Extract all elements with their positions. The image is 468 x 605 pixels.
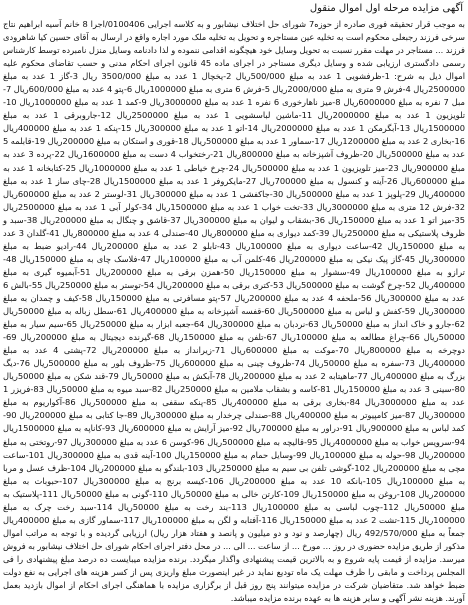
auction-notice (3, 2, 466, 604)
notice-body: به موجب قرار تحقیقه فوری صادره از حوزه7 شورای حل اختلاف نیشابور و به کلاسه اجرایی 0100406/اجرا 8 خانم آسیه ابراهیم نتاج سرخی فرزند رجبعلی محکوم است به تخلیه عین مستاجره و تحویل به تخلیه ملک مورد اجاره واقع در ارسال به آقای حسین کیا شاهرودی فرزند ... مستاجر در مهلت مقرر نسبت به تحویل وسایل خود هیچگونه اقدامی ننموده و لذا دادنامه وسایل منزل نامبرده توسط کارشناس رسمی دادگستری ارزیابی شده و وسایل دیگری مستاجر در اجرای ماده 45 قانون اجرای احکام مدنی و حسب تقاضای محکوم علیه اموال ذیل به شرح: 1-ظرفشویی 1 عدد به مبلغ 500/000ریال 2-یخچال 1 عدد به مبلغ 3500/000 ریال 3-گاز 1 عدد به مبلغ 2500000ریال 4-فرش 9 متری به مبلغ 2000/000ریال 5-فرش 6 متری به مبلغ 1000000ریال 6-پتو 4 عدد به مبلغ 600/000ریال 7-مبل 7 نفره به مبلغ 6000000ریال 8-میز ناهارخوری 6 نفره 1 عدد به مبلغ 3000000ریال 9-کمد 1 عدد به مبلغ 1000000ریال 10-تلویزیون 1 عدد به مبلغ 2000000ریال 11-ماشین لباسشویی 1 عدد به مبلغ 2500000ریال 12-جاروبرقی 1 عدد به مبلغ 1500000ریال 13-آبگرمکن 1 عدد به مبلغ 2000000ریال 14-اتو 1 عدد به مبلغ 300000ریال 15-پنکه 1 عدد به مبلغ 400000ریال 16-بخاری 2 عدد به مبلغ 1200000ریال 17-سماور 1 عدد به مبلغ 500000ریال 18-قوری و استکان به مبلغ 200000ریال 19-قابلمه 5 عدد به مبلغ 500000ریال 20-ظروف آشپزخانه به مبلغ 800000ریال 21-رختخواب 4 دست به مبلغ 1600000ریال 22-پرده 3 عدد به مبلغ 900000ریال 23-میز تلویزیون 1 عدد به مبلغ 500000ریال 24-چرخ خیاطی 1 عدد به مبلغ 1000000ریال 25-کتابخانه 1 عدد به مبلغ 600000ریال 26-آینه و کنسول به مبلغ 700000ریال 27-مایکروفر 1 عدد به مبلغ 1500000ریال 28-چای ساز 1 عدد به مبلغ 400000ریال 29-پلوپز 1 عدد به مبلغ 500000ریال 30-جاکفشی 1 عدد به مبلغ 300000ریال 31-لوستر 2 عدد به مبلغ 600000ریال 32-فرش 12 متری به مبلغ 3000000ریال 33-تخت خواب 1 عدد به مبلغ 1500000ریال 34-کولر آبی 1 عدد به مبلغ 2500000ریال 35-میز اتو 1 عدد به مبلغ 150000ریال 36-بشقاب و لیوان به مبلغ 300000ریال 37-قاشق و چنگال به مبلغ 200000ریال 38-سبد و ظروف پلاستیکی به مبلغ 250000ریال 39-کمد دیواری به مبلغ 800000ریال 40-صندلی 4 عدد به مبلغ 800000ریال 41-گلدان 3 عدد به مبلغ 150000ریال 42-ساعت دیواری به مبلغ 100000ریال 43-تابلو 2 عدد به مبلغ 200000ریال 44-رادیو ضبط به مبلغ 300000ریال 45-گاز پیک نیکی به مبلغ 200000ریال 46-کلمن آب به مبلغ 100000ریال 47-فلاسک چای به مبلغ 150000ریال 48-ترازو به مبلغ 100000ریال 49-سشوار به مبلغ 150000ریال 50-همزن برقی به مبلغ 200000ریال 51-آبمیوه گیری به مبلغ 400000ریال 52-چرخ گوشت به مبلغ 500000ریال 53-کتری برقی به مبلغ 200000ریال 54-توستر به مبلغ 250000ریال 55-بالش 6 عدد به مبلغ 300000ریال 56-ملحفه 4 عدد به مبلغ 200000ریال 57-پتو مسافرتی به مبلغ 150000ریال 58-کیف و چمدان به مبلغ 300000ریال 59-کفش و لباس به مبلغ 500000ریال 60-قفسه آشپزخانه به مبلغ 400000ریال 61-سطل زباله به مبلغ 50000ریال 62-جارو و خاک انداز به مبلغ 50000ریال 63-نردبان به مبلغ 300000ریال 64-جعبه ابزار به مبلغ 250000ریال 65-سیم سیار به مبلغ 50000ریال 66-چراغ مطالعه به مبلغ 100000ریال 67-تلفن به مبلغ 150000ریال 68-گیرنده دیجیتال به مبلغ 200000ریال 69-دوچرخه به مبلغ 800000ریال 70-موکت به مبلغ 600000ریال 71-زیرانداز به مبلغ 200000ریال 72-پشتی 4 عدد به مبلغ 400000ریال 73-سفره به مبلغ 50000ریال 74-ظروف چینی به مبلغ 600000ریال 75-ظروف بلور به مبلغ 500000ریال 76-دیگ بزرگ به مبلغ 400000ریال 77-ماهیتابه 2 عدد به مبلغ 200000ریال 78-آبکش به مبلغ 50000ریال 79-قند شکن به مبلغ 50000ریال 80-سینی 3 عدد به مبلغ 150000ریال 81-کاسه و بشقاب ملامین به مبلغ 250000ریال 82-سبد میوه به مبلغ 50000ریال 83-فریزر 1 عدد به مبلغ 3000000ریال 84-بخاری برقی به مبلغ 400000ریال 85-پنکه سقفی به مبلغ 500000ریال 86-آکواریوم به مبلغ 300000ریال 87-میز کامپیوتر به مبلغ 400000ریال 88-صندلی چرخدار به مبلغ 300000ریال 89-جا کتابی به مبلغ 200000ریال 90-کمد لباس به مبلغ 900000ریال 91-دراور به مبلغ 700000ریال 92-میز آرایش به مبلغ 600000ریال 93-کاناپه به مبلغ 1500000ریال 94-سرویس خواب به مبلغ 4000000ریال 95-قالیچه به مبلغ 500000ریال 96-کوسن 6 عدد به مبلغ 300000ریال 97-روتختی به مبلغ 200000ریال 98-حوله به مبلغ 100000ریال 99-وسایل حمام به مبلغ 150000ریال 100-آینه قدی به مبلغ 300000ریال 101-ساعت مچی به مبلغ 200000ریال 102-گوشی تلفن بی سیم به مبلغ 250000ریال 103-بلندگو به مبلغ 200000ریال 104-ظرف عسل و مربا به مبلغ 100000ریال 105-بانکه 10 عدد به مبلغ 200000ریال 106-کیسه برنج به مبلغ 300000ریال 107-حبوبات به مبلغ 200000ریال 108-روغن به مبلغ 150000ریال 109-کارتن خالی به مبلغ 50000ریال 110-گونی به مبلغ 50000ریال 111-پلاستیک به مبلغ 50000ریال 112-چوب لباسی به مبلغ 100000ریال 113-بند رخت به مبلغ 50000ریال 114-سبد رخت چرک به مبلغ 100000ریال 115-تشت 2 عدد به مبلغ 150000ریال 116-آفتابه و لگن به مبلغ 100000ریال 117-سماور گازی به مبلغ 400000ریال جمعاً به مبلغ 492/570/000 ریال (چهارصد و نود و دو میلیون و پانصد و هفتاد هزار ریال) ارزیابی گردیده و با توجه به مراتب اموال مذکور از طریق مزایده حضوری در روز ... مورخ ... از ساعت ... الی ... در محل دفتر اجرای احکام شورای حل اختلاف نیشابور به فروش میرسد. مزایده از قیمت پایه شروع و به بالاترین قیمت پیشنهادی واگذار میگردد. برنده مزایده میبایست ده درصد مبلغ پیشنهادی را فی المجلس پرداخت و مابقی را ظرف مهلت یک ماه تودیع نماید در غیر اینصورت مبلغ واریزی پس از کسر هزینه های اجرایی به نفع دولت ضبط خواهد شد. متقاضیان شرکت در مزایده میتوانند پنج روز قبل از برگزاری مزایده با هماهنگی اجرای احکام از اموال بازدید بعمل آورند. هزینه نشر آگهی و سایر هزینه ها به عهده برنده مزایده میباشد. (3, 19, 466, 604)
notice-title: آگهی مزایده مرحله اول اموال منقول (309, 3, 463, 14)
